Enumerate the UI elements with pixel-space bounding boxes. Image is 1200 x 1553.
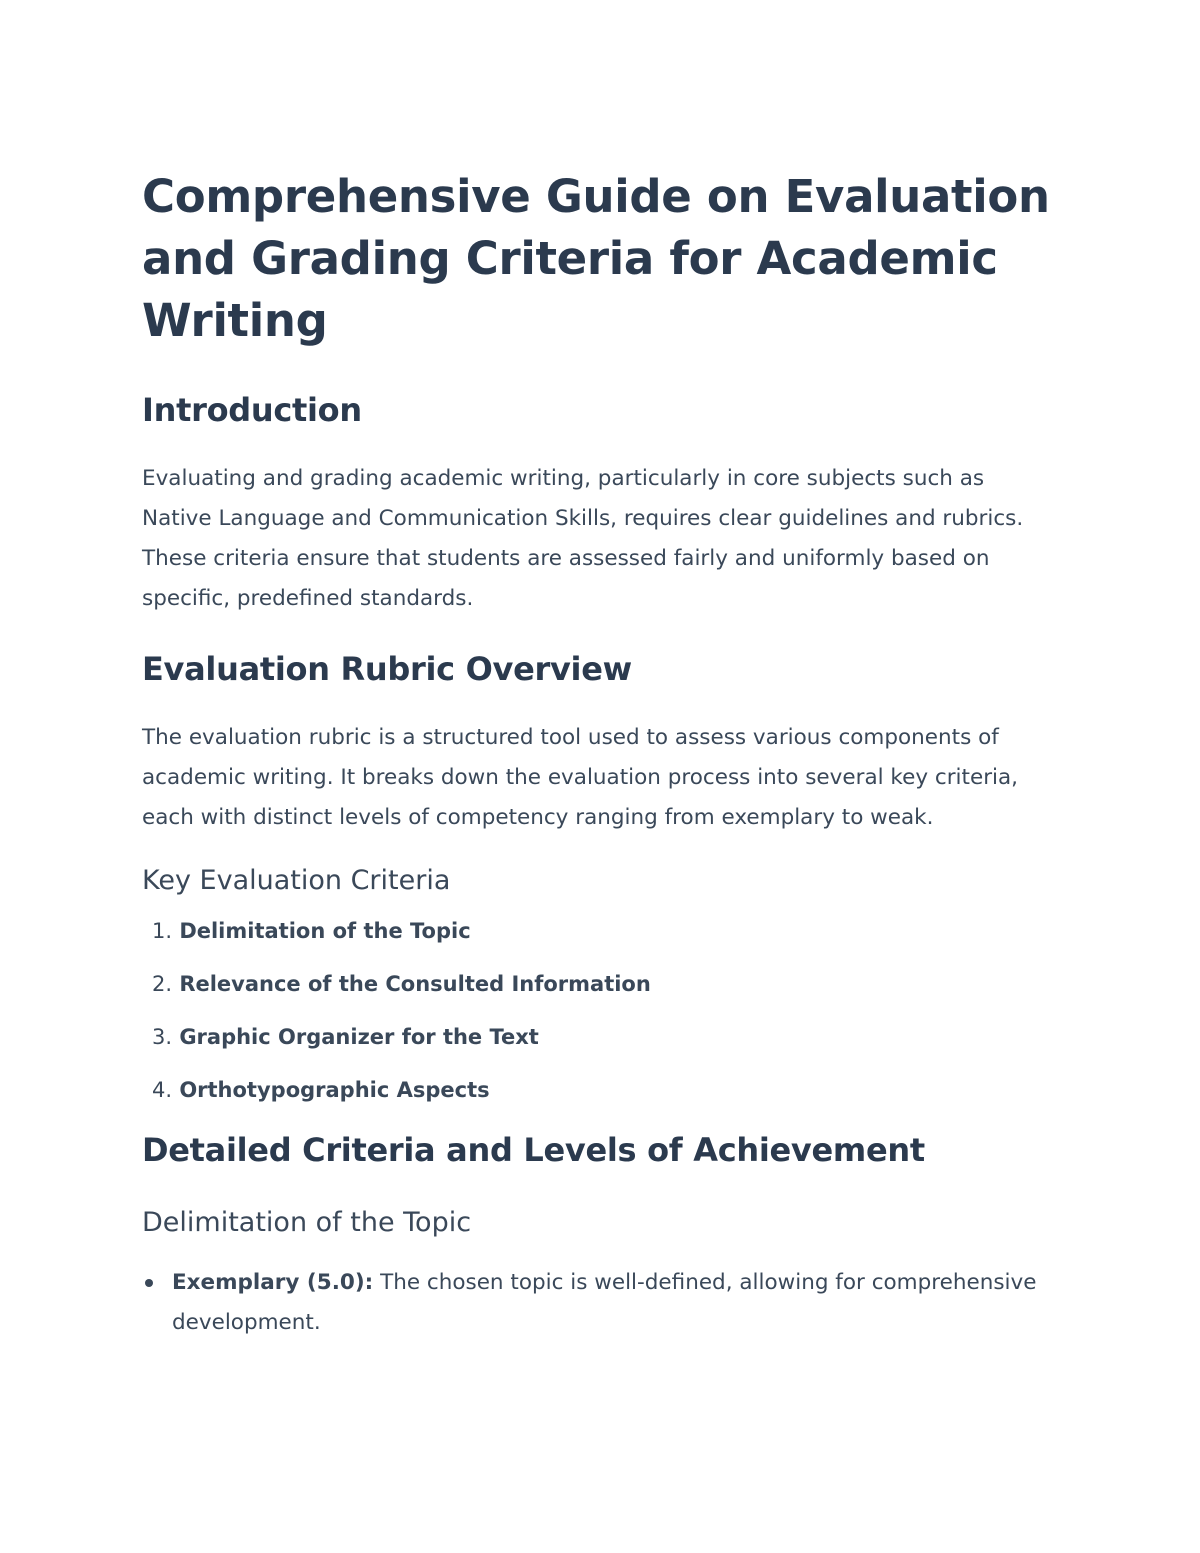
key-criteria-list [142, 918, 1060, 1103]
document-title: Comprehensive Guide on Evaluation and Grading Criteria for Academic Writing [142, 170, 1050, 347]
level-description: The chosen topic is well-defined, allowing for comprehensive development. [172, 1270, 1037, 1335]
introduction-heading: Introduction [142, 391, 362, 429]
key-criteria-heading: Key Evaluation Criteria [142, 865, 451, 896]
list-item [142, 1024, 1060, 1050]
rubric-overview-text: The evaluation rubric is a structured tool used to assess various components of academic writing. It breaks down the evaluation process into several key criteria, each with distinct levels of competency ranging from exemplary to weak. [142, 725, 1019, 830]
list-item [142, 1077, 1060, 1103]
bullet-icon [145, 1279, 153, 1287]
list-item-label: Delimitation of the Topic [179, 919, 471, 943]
list-item-number: 4. [151, 1078, 172, 1102]
list-item [142, 1263, 1060, 1343]
detailed-criteria-heading: Detailed Criteria and Levels of Achievement [142, 1131, 925, 1169]
delimitation-heading: Delimitation of the Topic [142, 1207, 472, 1238]
list-item-number: 2. [151, 972, 172, 996]
delimitation-levels-list [142, 1263, 1060, 1343]
rubric-overview-heading: Evaluation Rubric Overview [142, 650, 632, 688]
list-item-number: 1. [151, 919, 172, 943]
list-item-label: Orthotypographic Aspects [179, 1078, 490, 1102]
list-item [142, 971, 1060, 997]
list-item-number: 3. [151, 1025, 172, 1049]
list-item-label: Graphic Organizer for the Text [179, 1025, 539, 1049]
level-label: Exemplary (5.0): [172, 1270, 374, 1295]
list-item [142, 918, 1060, 944]
list-item-label: Relevance of the Consulted Information [179, 972, 651, 996]
introduction-text: Evaluating and grading academic writing, particularly in core subjects such as Native Language and Communication Skills, requires clear guidelines and rubrics. These criteria ensure that students are assessed fairly and uniformly based on specific, predefined standards. [142, 466, 1024, 611]
